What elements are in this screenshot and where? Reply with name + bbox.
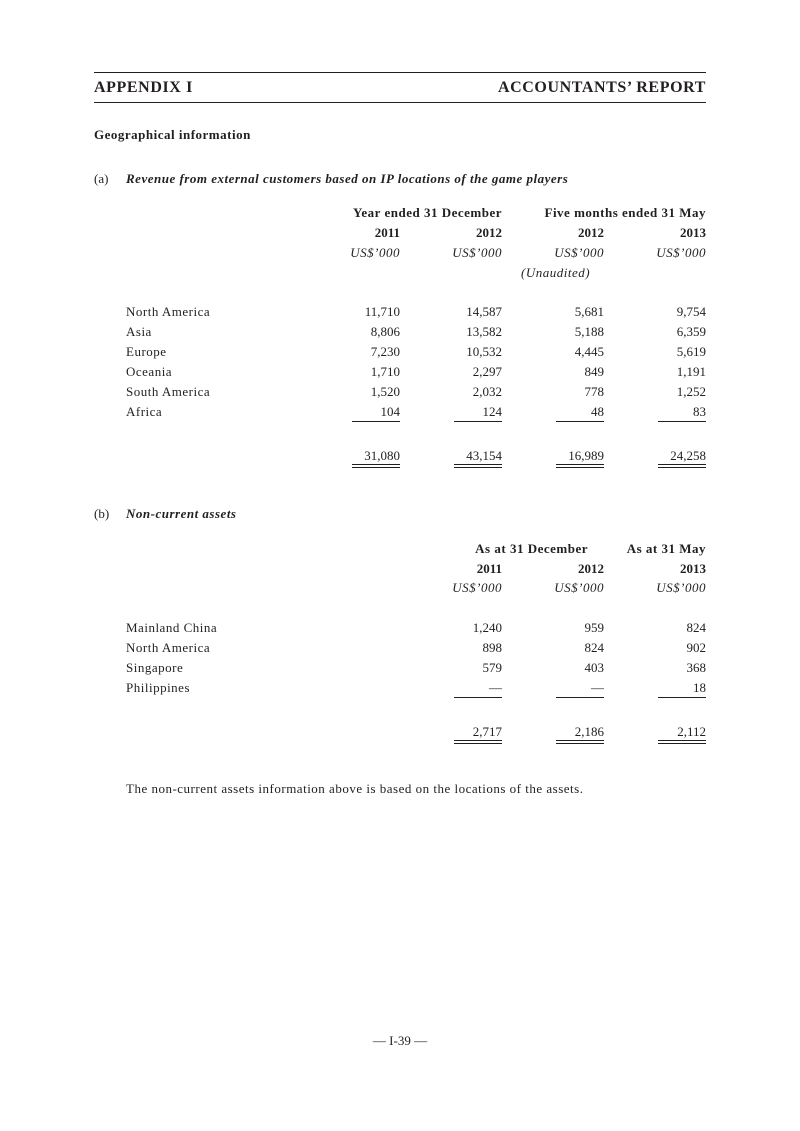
unit-label: US$’000 [554, 245, 604, 260]
cell-value: 8,806 [370, 324, 400, 339]
total-double-rule [658, 464, 706, 468]
cell-value: 104 [380, 404, 400, 419]
page-number: — I-39 — [372, 1033, 428, 1048]
row-label: Philippines [126, 680, 191, 695]
page-header [94, 72, 706, 103]
cell-value: 2,297 [472, 364, 502, 379]
cell-value: 403 [584, 660, 604, 675]
row-label: Europe [126, 344, 167, 359]
total-value: 2,112 [677, 724, 706, 739]
cell-value: 5,619 [676, 344, 706, 359]
cell-value: 48 [591, 404, 604, 419]
cell-value: 14,587 [466, 304, 502, 319]
row-label: Asia [126, 324, 152, 339]
cell-value: 7,230 [370, 344, 400, 359]
appendix-title: APPENDIX I [94, 79, 193, 96]
total-value: 2,717 [472, 724, 502, 739]
total-double-rule [352, 464, 400, 468]
cell-value: 1,252 [676, 384, 706, 399]
subtotal-rule [556, 697, 604, 698]
cell-value: 778 [584, 384, 604, 399]
cell-value: 1,710 [370, 364, 400, 379]
subtotal-rule [454, 421, 502, 422]
row-label: South America [126, 384, 211, 399]
year-header: 2011 [476, 561, 502, 576]
cell-value: 11,710 [364, 304, 400, 319]
part-b-title: Non-current assets [126, 506, 237, 521]
cell-value: 18 [693, 680, 706, 695]
cell-value: 1,191 [676, 364, 706, 379]
cell-value: 124 [482, 404, 502, 419]
cell-value: 824 [584, 640, 604, 655]
year-header: 2012 [578, 225, 604, 240]
year-header: 2013 [680, 225, 706, 240]
cell-value: 898 [482, 640, 502, 655]
row-label: Mainland China [126, 620, 218, 635]
cell-value: 5,681 [574, 304, 604, 319]
unaudited-label: (Unaudited) [521, 265, 591, 280]
subtotal-rule [658, 421, 706, 422]
total-double-rule [454, 464, 502, 468]
cell-value: 83 [693, 404, 706, 419]
total-double-rule [658, 740, 706, 744]
unit-label: US$’000 [452, 580, 502, 595]
unit-label: US$’000 [656, 245, 706, 260]
cell-value: 2,032 [472, 384, 502, 399]
cell-value: 5,188 [574, 324, 604, 339]
unit-label: US$’000 [554, 580, 604, 595]
cell-value: 6,359 [676, 324, 706, 339]
cell-value: 4,445 [574, 344, 604, 359]
cell-value: — [489, 680, 502, 695]
cell-value: 368 [686, 660, 706, 675]
year-header: 2011 [374, 225, 400, 240]
total-value: 24,258 [670, 448, 706, 463]
cell-value: 9,754 [676, 304, 706, 319]
part-a-group1-heading: Year ended 31 December [352, 205, 502, 220]
year-header: 2013 [680, 561, 706, 576]
row-label: North America [126, 304, 211, 319]
total-value: 16,989 [568, 448, 604, 463]
cell-value: 10,532 [466, 344, 502, 359]
row-label: North America [126, 640, 211, 655]
subtotal-rule [658, 697, 706, 698]
total-double-rule [556, 740, 604, 744]
year-header: 2012 [578, 561, 604, 576]
cell-value: 902 [686, 640, 706, 655]
cell-value: 959 [584, 620, 604, 635]
total-value: 43,154 [466, 448, 502, 463]
unit-label: US$’000 [350, 245, 400, 260]
subtotal-rule [454, 697, 502, 698]
subtotal-rule [556, 421, 604, 422]
cell-value: 13,582 [466, 324, 502, 339]
cell-value: 579 [482, 660, 502, 675]
part-a-title: Revenue from external customers based on IP locations of the game players [126, 171, 569, 186]
part-b-label: (b) [94, 506, 110, 521]
cell-value: 1,240 [472, 620, 502, 635]
total-value: 2,186 [574, 724, 604, 739]
unit-label: US$’000 [656, 580, 706, 595]
subtotal-rule [352, 421, 400, 422]
section-title: Geographical information [94, 127, 251, 142]
cell-value: — [591, 680, 604, 695]
part-a-group2-heading: Five months ended 31 May [544, 205, 706, 220]
row-label: Africa [126, 404, 163, 419]
cell-value: 849 [584, 364, 604, 379]
total-value: 31,080 [364, 448, 400, 463]
cell-value: 1,520 [370, 384, 400, 399]
year-header: 2012 [476, 225, 502, 240]
part-a-label: (a) [94, 171, 109, 186]
total-double-rule [454, 740, 502, 744]
unit-label: US$’000 [452, 245, 502, 260]
part-b-group1-heading: As at 31 December [475, 541, 588, 556]
cell-value: 824 [686, 620, 706, 635]
part-b-group2-heading: As at 31 May [626, 541, 706, 556]
report-title: ACCOUNTANTS’ REPORT [497, 79, 706, 96]
assets-note: The non-current assets information above is based on the locations of the assets. [126, 781, 584, 796]
row-label: Oceania [126, 364, 173, 379]
total-double-rule [556, 464, 604, 468]
row-label: Singapore [126, 660, 184, 675]
